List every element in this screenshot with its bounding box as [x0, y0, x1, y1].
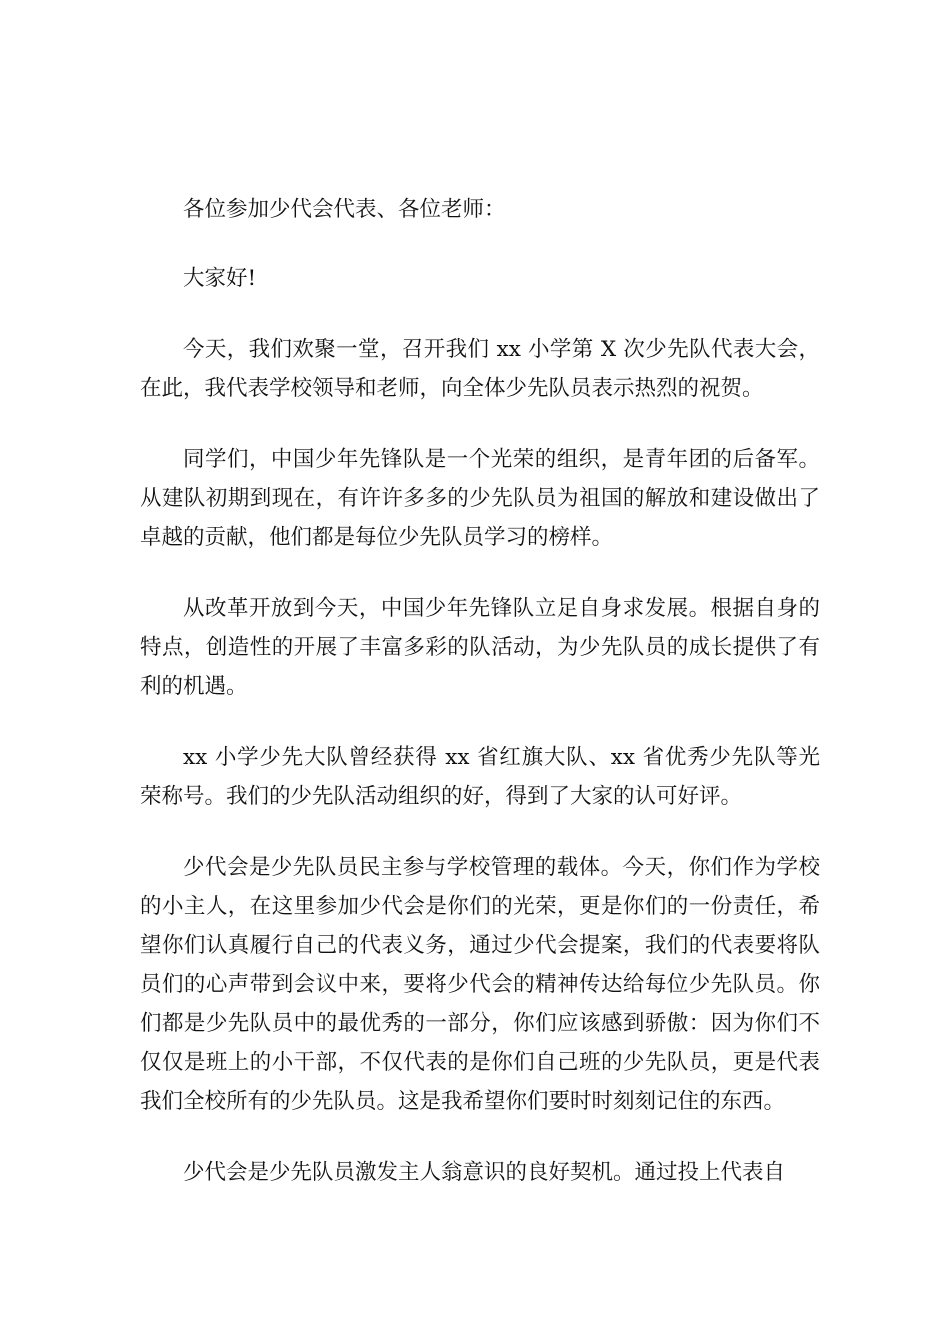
paragraph-pioneers: 同学们，中国少年先锋队是一个光荣的组织，是青年团的后备军。从建队初期到现在，有许许多多的少先队员为祖国的解放和建设做出了卓越的贡献，他们都是每位少先队员学习的榜样。 [140, 447, 820, 550]
paragraph-honors: xx 小学少先大队曾经获得 xx 省红旗大队、xx 省优秀少先队等光荣称号。我们的少先队活动组织的好，得到了大家的认可好评。 [140, 745, 820, 809]
document-body [140, 190, 820, 1224]
salutation: 各位参加少代会代表、各位老师： [183, 197, 506, 222]
greeting: 大家好! [183, 266, 257, 291]
paragraph-opening: 今天，我们欢聚一堂，召开我们 xx 小学第 X 次少先队代表大会，在此，我代表学校领导和老师，向全体少先队员表示热烈的祝贺。 [140, 337, 820, 401]
paragraph-opportunity: 少代会是少先队员激发主人翁意识的良好契机。通过投上代表自 [183, 1160, 786, 1185]
paragraph-reform: 从改革开放到今天，中国少年先锋队立足自身求发展。根据自身的特点，创造性的开展了丰富多彩的队活动，为少先队员的成长提供了有利的机遇。 [140, 596, 820, 699]
paragraph-responsibility: 少代会是少先队员民主参与学校管理的载体。今天，你们作为学校的小主人，在这里参加少代会是你们的光荣，更是你们的一份责任，希望你们认真履行自己的代表义务，通过少代会提案，我们的代表要将队员们的心声带到会议中来，要将少代会的精神传达给每位少先队员。你们都是少先队员中的最优秀的一部分，你们应该感到骄傲：因为你们不仅仅是班上的小干部，不仅代表的是你们自己班的少先队员，更是代表我们全校所有的少先队员。这是我希望你们要时时刻刻记住的东西。 [140, 855, 820, 1114]
